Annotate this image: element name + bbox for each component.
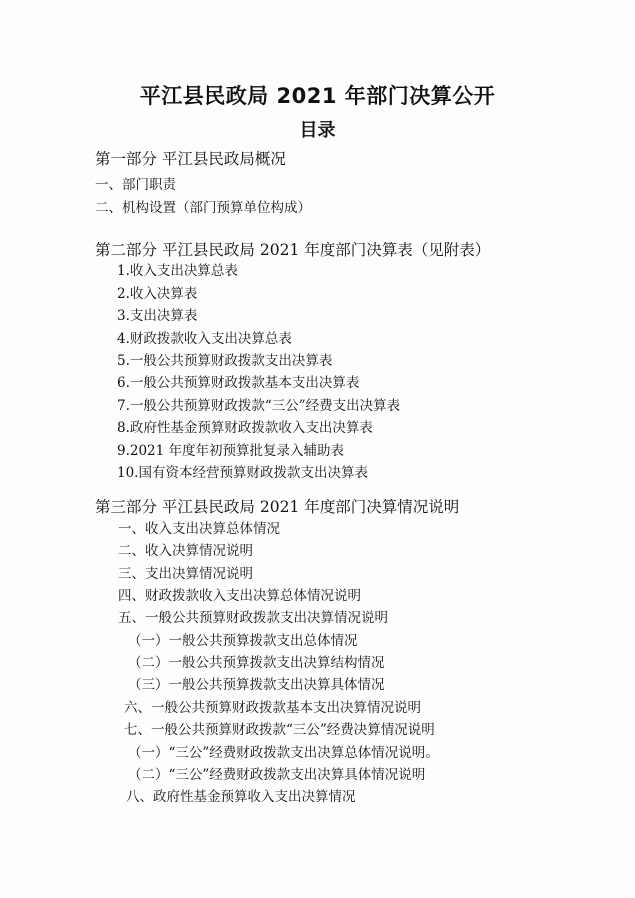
part3-item: 八、政府性基金预算收入支出决算情况: [126, 789, 356, 805]
part3-item: 四、财政拨款收入支出决算总体情况说明: [118, 588, 361, 604]
part3-item: 一、收入支出决算总体情况: [118, 521, 280, 537]
part2-item: 4.财政拨款收入支出决算总表: [117, 331, 292, 347]
part3-item: 五、一般公共预算财政拨款支出决算情况说明: [118, 610, 388, 626]
part3-subitem: （二）一般公共预算拨款支出决算结构情况: [128, 655, 385, 671]
toc-heading: 目录: [299, 120, 336, 141]
part1-item: 一、部门职责: [95, 177, 176, 193]
part2-item: 3.支出决算表: [117, 308, 198, 324]
part2-item: 9.2021 年度年初预算批复录入辅助表: [117, 443, 345, 459]
part2-item: 2.收入决算表: [117, 286, 198, 302]
part2-item: 1.收入支出决算总表: [117, 263, 238, 279]
part3-subitem: （三）一般公共预算拨款支出决算具体情况: [128, 677, 385, 693]
part1-heading: 第一部分 平江县民政局概况: [95, 150, 286, 168]
part2-item: 5.一般公共预算财政拨款支出决算表: [117, 353, 333, 369]
part1-item: 二、机构设置（部门预算单位构成）: [95, 200, 311, 216]
document-title: 平江县民政局 2021 年部门决算公开: [139, 84, 496, 108]
part3-subitem: （一）一般公共预算拨款支出总体情况: [128, 633, 358, 649]
part2-item: 10.国有资本经营预算财政拨款支出决算表: [117, 465, 368, 481]
part3-item: 六、一般公共预算财政拨款基本支出决算情况说明: [124, 700, 421, 716]
part3-item: 七、一般公共预算财政拨款“三公”经费决算情况说明: [124, 722, 435, 738]
part3-subitem: （二）“三公”经费财政拨款支出决算具体情况说明: [128, 767, 426, 783]
part3-item: 三、支出决算情况说明: [118, 566, 253, 582]
part3-subitem: （一）“三公”经费财政拨款支出决算总体情况说明。: [128, 745, 439, 761]
part2-item: 7.一般公共预算财政拨款“三公”经费支出决算表: [117, 398, 401, 414]
part3-item: 二、收入决算情况说明: [118, 543, 253, 559]
part2-heading: 第二部分 平江县民政局 2021 年度部门决算表（见附表）: [95, 241, 491, 259]
part2-item: 8.政府性基金预算财政拨款收入支出决算表: [117, 420, 373, 436]
part2-item: 6.一般公共预算财政拨款基本支出决算表: [117, 375, 360, 391]
part3-heading: 第三部分 平江县民政局 2021 年度部门决算情况说明: [95, 498, 460, 516]
